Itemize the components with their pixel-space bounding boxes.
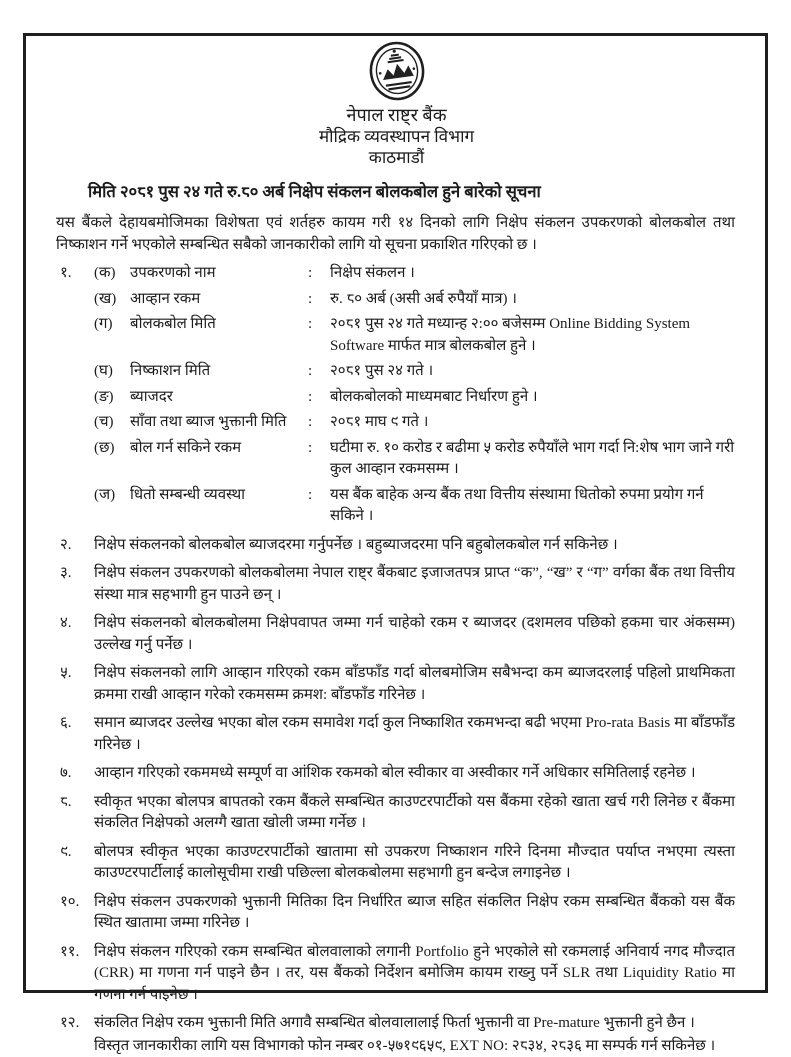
spec-key: (छ) (94, 438, 130, 481)
item-text: निक्षेप संकलन गरिएको रकम सम्बन्धित बोलवालाको लगानी Portfolio हुने भएकोले सो रकमलाई अनिवार्य नगद मौज्दात (CRR) मा गणना गर्न पाइने छैन । तर, यस बैंकको निर्देशन बमोजिम कायम राख्नु पर्ने SLR तथा Liquidity Ratio मा गणना गर्न पाइनेछ । (94, 942, 735, 1007)
notice-item (60, 942, 735, 1007)
item-text: निक्षेप संकलनको बोलकबोलमा निक्षेपवापत जम्मा गर्न चाहेको रकम र ब्याजदर (दशमलव पछिको हकमा चार अंकसम्म) उल्लेख गर्नु पर्नेछ । (94, 613, 735, 656)
notice-item (60, 613, 735, 656)
spec-label: धितो सम्बन्धी व्यवस्था (130, 485, 308, 528)
item-number: १. (60, 263, 94, 285)
spec-separator: : (308, 412, 330, 434)
spec-key: (घ) (94, 361, 130, 383)
item-number: ६. (60, 713, 94, 756)
item-text: आव्हान गरिएको रकममध्ये सम्पूर्ण वा आंशिक रकमको बोल स्वीकार वा अस्वीकार गर्ने अधिकार समितिलाई रहनेछ । (94, 763, 735, 785)
spec-label: निष्काशन मिति (130, 361, 308, 383)
spec-separator: : (308, 387, 330, 409)
spec-separator: : (308, 289, 330, 311)
notice-item (60, 892, 735, 935)
notice-item (60, 1013, 735, 1057)
spec-label: ब्याजदर (130, 387, 308, 409)
item-number: ५. (60, 663, 94, 706)
spec-key: (ख) (94, 289, 130, 311)
department-name: मौद्रिक व्यवस्थापन विभाग (56, 126, 737, 147)
item-number: ७. (60, 763, 94, 785)
notice-items-list (60, 535, 735, 1057)
spec-label: बोलकबोल मिति (130, 314, 308, 357)
spec-value: यस बैंक बाहेक अन्य बैंक तथा वित्तीय संस्थामा धितोको रुपमा प्रयोग गर्न सकिने । (330, 485, 735, 528)
spec-separator: : (308, 314, 330, 357)
item-number: ९. (60, 842, 94, 885)
intro-paragraph: यस बैंकले देहायबमोजिमका विशेषता एवं शर्तहरु कायम गरी १४ दिनको लागि निक्षेप संकलन उपकरणको बोलकबोल तथा निष्काशन गर्ने भएकोले सम्बन्धित सबैको जानकारीको लागि यो सूचना प्रकाशित गरिएको छ । (56, 212, 735, 256)
item-text: निक्षेप संकलन उपकरणको भुक्तानी मितिका दिन निर्धारित ब्याज सहित संकलित निक्षेप रकम सम्बन्धित बैंकको यस बैंक स्थित खातामा जम्मा गरिनेछ । (94, 892, 735, 935)
spec-separator: : (308, 438, 330, 481)
item-number: ३. (60, 563, 94, 606)
notice-item (60, 713, 735, 756)
item-text (94, 1013, 735, 1057)
spec-label: साँवा तथा ब्याज भुक्तानी मिति (130, 412, 308, 434)
notice-item (60, 663, 735, 706)
notice-item (60, 763, 735, 785)
spec-value: रु. ८० अर्ब (असी अर्ब रुपैयाँ मात्र) । (330, 289, 735, 311)
item-text: बोलपत्र स्वीकृत भएका काउण्टरपार्टीको खातामा सो उपकरण निष्काशन गरिने दिनमा मौज्दात पर्याप्त नभएमा त्यस्ता काउण्टरपार्टीलाई कालोसूचीमा राखी पछिल्ला बोलकबोलमा सहभागी हुन बन्देज लगाइनेछ । (94, 842, 735, 885)
item-text: निक्षेप संकलन उपकरणको बोलकबोलमा नेपाल राष्ट्र बैंकबाट इजाजतपत्र प्राप्त “क”, “ख” र “ग” वर्गका बैंक तथा वित्तीय संस्था मात्र सहभागी हुन पाउने छन् । (94, 563, 735, 606)
spec-separator: : (308, 263, 330, 285)
item-number: ४. (60, 613, 94, 656)
spec-value: २०८१ पुस २४ गते मध्यान्ह २:०० बजेसम्म Online Bidding System Software मार्फत मात्र बोलकबोल हुने । (330, 314, 735, 357)
spec-key: (ग) (94, 314, 130, 357)
notice-item (60, 563, 735, 606)
contact-info-line: विस्तृत जानकारीका लागि यस विभागको फोन नम्बर ०१-५७१९६५९, EXT NO: २८३४, २८३६ मा सम्पर्क गर्न सकिनेछ । (94, 1036, 735, 1057)
spec-value: बोलकबोलको माध्यमबाट निर्धारण हुने । (330, 387, 735, 409)
spec-key: (ज) (94, 485, 130, 528)
spec-label: उपकरणको नाम (130, 263, 308, 285)
location: काठमाडौं (56, 147, 737, 168)
notice-item (60, 535, 735, 557)
spec-value: २०८१ माघ ९ गते । (330, 412, 735, 434)
spec-label: बोल गर्न सकिने रकम (130, 438, 308, 481)
item-number: १०. (60, 892, 94, 935)
document-border-frame (23, 33, 768, 993)
item-number: २. (60, 535, 94, 557)
item-number: ११. (60, 942, 94, 1007)
spec-key: (क) (94, 263, 130, 285)
spec-label: आव्हान रकम (130, 289, 308, 311)
item-text: समान ब्याजदर उल्लेख भएका बोल रकम समावेश गर्दा कुल निष्काशित रकमभन्दा बढी भएमा Pro-rata Basis मा बाँडफाँड गरिनेछ । (94, 713, 735, 756)
spec-separator: : (308, 485, 330, 528)
spec-key: (च) (94, 412, 130, 434)
item-number: ८. (60, 792, 94, 835)
item-text: स्वीकृत भएका बोलपत्र बापतको रकम बैंकले सम्बन्धित काउण्टरपार्टीको यस बैंकमा रहेको खाता खर्च गरी लिनेछ र बैंकमा संकलित निक्षेपको अलग्गै खाता खोली जम्मा गर्नेछ । (94, 792, 735, 835)
spec-separator: : (308, 361, 330, 383)
notice-item (60, 842, 735, 885)
spec-value: निक्षेप संकलन । (330, 263, 735, 285)
instrument-spec-table (60, 263, 735, 528)
notice-item (60, 792, 735, 835)
seal-container (56, 40, 737, 102)
nepal-rastra-bank-seal-icon (368, 40, 426, 102)
spec-value: २०८१ पुस २४ गते । (330, 361, 735, 383)
org-name: नेपाल राष्ट्र बैंक (56, 105, 737, 126)
item-text: निक्षेप संकलनको बोलकबोल ब्याजदरमा गर्नुपर्नेछ । बहुब्याजदरमा पनि बहुबोलकबोल गर्न सकिनेछ । (94, 535, 735, 557)
item-number: १२. (60, 1013, 94, 1057)
item-text-line1: संकलित निक्षेप रकम भुक्तानी मिति अगावै सम्बन्धित बोलवालालाई फिर्ता भुक्तानी वा Pre-mature भुक्तानी हुने छैन । (94, 1015, 695, 1031)
spec-value: घटीमा रु. १० करोड र बढीमा ५ करोड रुपैयाँले भाग गर्दा नि:शेष भाग जाने गरी कुल आव्हान रकमसम्म । (330, 438, 735, 481)
item-text: निक्षेप संकलनको लागि आव्हान गरिएको रकम बाँडफाँड गर्दा बोलबमोजिम सबैभन्दा कम ब्याजदरलाई पहिलो प्राथमिकता क्रममा राखी आव्हान गरेको रकमसम्म क्रमश: बाँडफाँड गरिनेछ । (94, 663, 735, 706)
notice-title: मिति २०८१ पुस २४ गते रु.८० अर्ब निक्षेप संकलन बोलकबोल हुने बारेको सूचना (88, 181, 737, 203)
spec-key: (ङ) (94, 387, 130, 409)
